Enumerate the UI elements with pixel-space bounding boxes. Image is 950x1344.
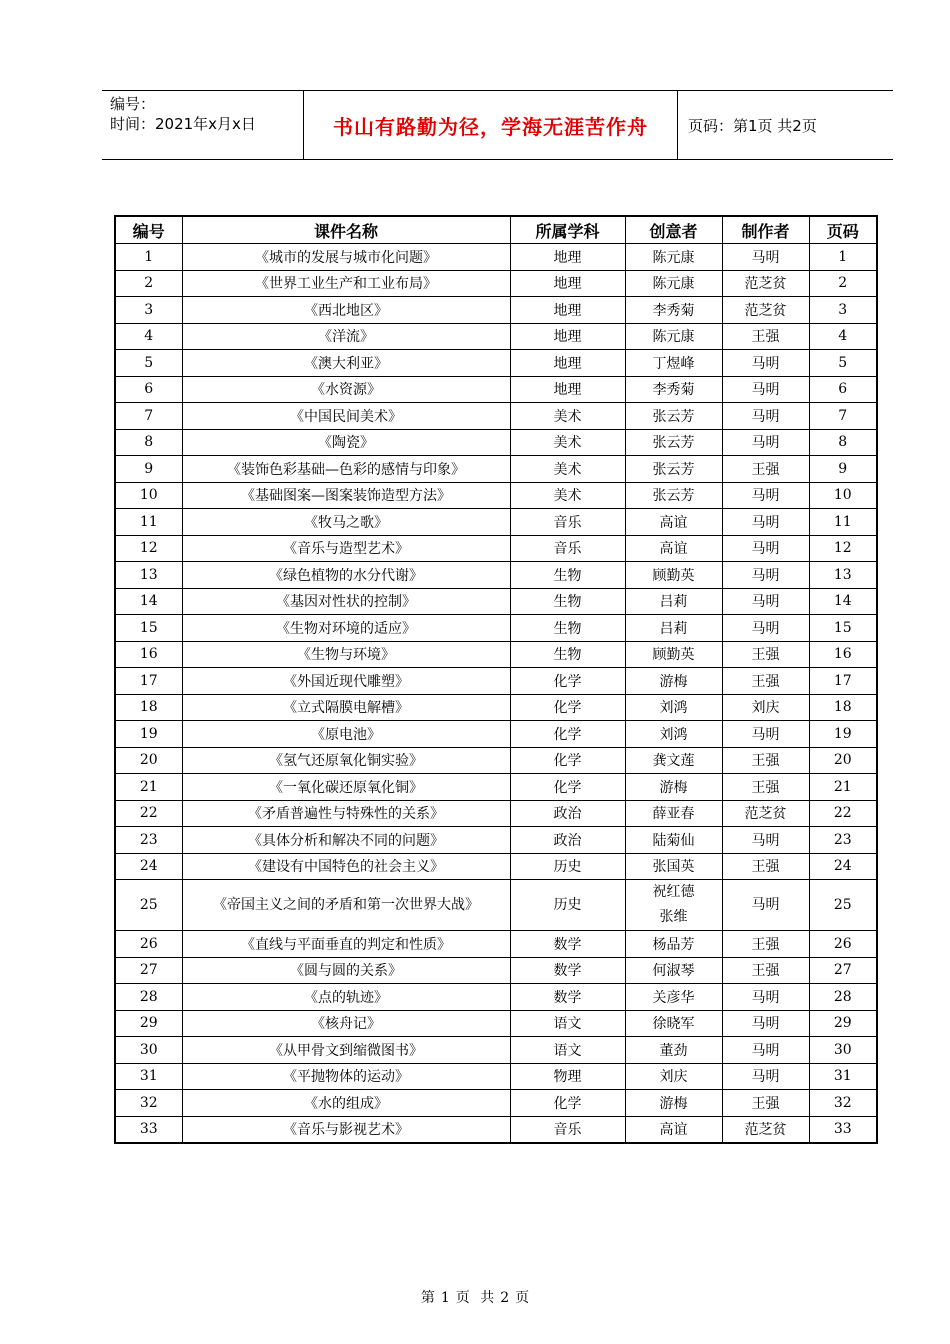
table-cell: 化学 [510,774,625,801]
table-cell: 化学 [510,747,625,774]
table-cell-line: 张维 [659,909,688,925]
table-cell: 王强 [722,668,809,695]
table-cell: 李秀菊 [625,376,722,403]
table-cell: 音乐 [510,1116,625,1143]
table-cell: 音乐 [510,535,625,562]
table-row [115,641,877,668]
footer-text: 2 [500,1290,510,1306]
table-cell-line: 祝红德 [652,884,695,900]
table-cell: 32 [809,1090,877,1117]
table-cell: 化学 [510,694,625,721]
table-cell: 《核舟记》 [182,1010,510,1037]
table-cell: 马明 [722,588,809,615]
table-cell: 14 [809,588,877,615]
table-cell: 22 [115,800,182,827]
table-cell: 27 [809,957,877,984]
table-row [115,403,877,430]
table-cell: 游梅 [625,774,722,801]
table-cell: 《西北地区》 [182,297,510,324]
column-header: 编号 [115,216,182,244]
table-cell: 30 [809,1037,877,1064]
table-row [115,694,877,721]
table-cell: 23 [809,827,877,854]
table-cell: 32 [115,1090,182,1117]
table-cell: 2 [115,270,182,297]
table-cell: 地理 [510,350,625,377]
table-cell: 26 [115,931,182,958]
table-cell: 薛亚春 [625,800,722,827]
table-cell: 马明 [722,562,809,589]
table-cell: 王强 [722,853,809,880]
table-cell: 《矛盾普遍性与特殊性的关系》 [182,800,510,827]
table-cell: 《帝国主义之间的矛盾和第一次世界大战》 [182,880,510,931]
table-cell: 《外国近现代雕塑》 [182,668,510,695]
table-cell: 徐晓军 [625,1010,722,1037]
table-cell: 化学 [510,721,625,748]
table-row [115,244,877,271]
table-cell: 8 [115,429,182,456]
column-header: 创意者 [625,216,722,244]
table-cell: 马明 [722,721,809,748]
table-cell: 4 [809,323,877,350]
table-cell: 《陶瓷》 [182,429,510,456]
table-cell: 高谊 [625,535,722,562]
table-row [115,721,877,748]
table-cell: 《生物与环境》 [182,641,510,668]
table-cell: 何淑琴 [625,957,722,984]
table-cell: 马明 [722,984,809,1011]
table-cell: 8 [809,429,877,456]
table-cell: 《洋流》 [182,323,510,350]
table-cell: 吕莉 [625,615,722,642]
table-cell: 《水的组成》 [182,1090,510,1117]
table-cell: 历史 [510,853,625,880]
table-cell: 刘庆 [625,1063,722,1090]
table-cell: 1 [115,244,182,271]
table-cell: 李秀菊 [625,297,722,324]
table-cell: 美术 [510,403,625,430]
motto-text: 书山有路勤为径，学海无涯苦作舟 [333,114,648,139]
table-cell: 12 [809,535,877,562]
table-row [115,1010,877,1037]
table-row [115,747,877,774]
table-cell: 《中国民间美术》 [182,403,510,430]
table-cell: 马明 [722,376,809,403]
table-row [115,668,877,695]
table-row [115,615,877,642]
table-cell: 地理 [510,323,625,350]
table-cell: 29 [809,1010,877,1037]
table-row [115,880,877,931]
table-row [115,1037,877,1064]
table-cell: 顾勤英 [625,562,722,589]
table-row [115,509,877,536]
table-cell: 14 [115,588,182,615]
header-motto-cell [304,91,678,159]
table-cell: 地理 [510,376,625,403]
table-cell: 范芝贫 [722,800,809,827]
table-cell: 马明 [722,535,809,562]
table-cell: 《生物对环境的适应》 [182,615,510,642]
table-cell: 《基因对性状的控制》 [182,588,510,615]
table-cell: 25 [115,880,182,931]
table-row [115,853,877,880]
table-cell: 范芝贫 [722,1116,809,1143]
table-cell: 22 [809,800,877,827]
table-row [115,562,877,589]
table-cell: 关彦华 [625,984,722,1011]
document-header [102,90,893,160]
table-cell: 19 [809,721,877,748]
table-cell: 高谊 [625,1116,722,1143]
table-cell: 数学 [510,984,625,1011]
table-cell: 11 [809,509,877,536]
table-cell: 化学 [510,668,625,695]
courseware-table [114,215,878,1144]
table-cell: 顾勤英 [625,641,722,668]
table-cell: 《基础图案—图案装饰造型方法》 [182,482,510,509]
table-cell: 《牧马之歌》 [182,509,510,536]
footer-text: 页 [455,1290,470,1306]
table-cell: 刘庆 [722,694,809,721]
column-header: 所属学科 [510,216,625,244]
table-cell: 《世界工业生产和工业布局》 [182,270,510,297]
table-cell: 陈元康 [625,270,722,297]
table-cell: 13 [115,562,182,589]
table-cell: 美术 [510,456,625,483]
table-cell: 3 [115,297,182,324]
time-label: 时间：2021年x月x日 [110,115,256,133]
header-page-cell [678,91,893,159]
table-cell: 马明 [722,827,809,854]
table-row [115,456,877,483]
table-row [115,1063,877,1090]
table-cell: 王强 [722,456,809,483]
table-cell: 王强 [722,1090,809,1117]
table-cell: 1 [809,244,877,271]
footer-text: 页 [515,1290,530,1306]
table-cell: 26 [809,931,877,958]
table-cell: 30 [115,1037,182,1064]
table-cell: 马明 [722,1037,809,1064]
table-cell: 美术 [510,482,625,509]
footer-text: 第 [420,1290,435,1306]
table-cell: 7 [809,403,877,430]
table-cell: 刘鸿 [625,694,722,721]
table-cell: 27 [115,957,182,984]
table-cell: 5 [115,350,182,377]
table-row [115,297,877,324]
table-row [115,774,877,801]
table-cell: 20 [115,747,182,774]
table-cell: 马明 [722,509,809,536]
table-cell: 31 [115,1063,182,1090]
table-cell: 高谊 [625,509,722,536]
table-cell: 音乐 [510,509,625,536]
table-cell: 31 [809,1063,877,1090]
table-cell: 《建设有中国特色的社会主义》 [182,853,510,880]
table-cell: 龚文莲 [625,747,722,774]
table-cell: 王强 [722,957,809,984]
table-cell: 《音乐与造型艺术》 [182,535,510,562]
table-cell: 29 [115,1010,182,1037]
table-cell: 33 [809,1116,877,1143]
table-cell: 《立式隔膜电解槽》 [182,694,510,721]
table-cell: 王强 [722,747,809,774]
table-cell: 历史 [510,880,625,931]
table-cell: 13 [809,562,877,589]
table-cell: 17 [115,668,182,695]
number-label: 编号： [110,95,156,113]
table-cell: 33 [115,1116,182,1143]
table-cell: 19 [115,721,182,748]
column-header: 制作者 [722,216,809,244]
table-row [115,323,877,350]
table-cell: 化学 [510,1090,625,1117]
table-cell: 王强 [722,774,809,801]
table-cell: 马明 [722,429,809,456]
table-cell: 数学 [510,931,625,958]
table-cell: 《城市的发展与城市化问题》 [182,244,510,271]
table-row [115,984,877,1011]
table-cell: 数学 [510,957,625,984]
table-cell: 23 [115,827,182,854]
table-cell: 政治 [510,827,625,854]
table-cell: 《直线与平面垂直的判定和性质》 [182,931,510,958]
page-footer [0,1287,950,1307]
footer-text: 共 [480,1290,495,1306]
table-cell: 张国英 [625,853,722,880]
table-cell: 28 [115,984,182,1011]
table-cell: 5 [809,350,877,377]
table-cell: 马明 [722,1063,809,1090]
column-header: 页码 [809,216,877,244]
table-row [115,957,877,984]
table-row [115,827,877,854]
table-cell: 美术 [510,429,625,456]
table-row [115,931,877,958]
table-cell: 《原电池》 [182,721,510,748]
table-cell: 马明 [722,880,809,931]
table-cell: 范芝贫 [722,297,809,324]
table-cell [625,880,722,931]
table-cell: 游梅 [625,668,722,695]
table-cell: 张云芳 [625,482,722,509]
table-cell: 17 [809,668,877,695]
table-cell: 陈元康 [625,244,722,271]
table-cell: 杨品芳 [625,931,722,958]
table-body [115,244,877,1144]
table-cell: 15 [809,615,877,642]
table-cell: 物理 [510,1063,625,1090]
table-cell: 王强 [722,641,809,668]
table-cell: 16 [809,641,877,668]
table-cell: 4 [115,323,182,350]
table-cell: 24 [809,853,877,880]
table-cell: 游梅 [625,1090,722,1117]
table-cell: 丁煜峰 [625,350,722,377]
table-cell: 20 [809,747,877,774]
table-cell: 9 [809,456,877,483]
table-cell: 6 [809,376,877,403]
table-cell: 张云芳 [625,429,722,456]
table-cell: 马明 [722,482,809,509]
table-cell: 马明 [722,350,809,377]
table-cell: 21 [115,774,182,801]
table-cell: 3 [809,297,877,324]
table-cell: 25 [809,880,877,931]
table-cell: 马明 [722,244,809,271]
footer-text: 1 [440,1290,450,1306]
table-cell: 马明 [722,1010,809,1037]
table-row [115,270,877,297]
table-cell: 《氢气还原氧化铜实验》 [182,747,510,774]
table-cell: 2 [809,270,877,297]
table-cell: 生物 [510,615,625,642]
table-cell: 陈元康 [625,323,722,350]
table-cell: 《澳大利亚》 [182,350,510,377]
table-row [115,535,877,562]
table-cell: 《音乐与影视艺术》 [182,1116,510,1143]
table-row [115,1116,877,1143]
table-row [115,482,877,509]
table-cell: 15 [115,615,182,642]
table-row [115,800,877,827]
table-cell: 王强 [722,323,809,350]
table-cell: 10 [809,482,877,509]
table-cell: 《一氧化碳还原氧化铜》 [182,774,510,801]
table-cell: 生物 [510,588,625,615]
header-meta-cell [102,91,304,159]
table-cell: 王强 [722,931,809,958]
table-cell: 《平抛物体的运动》 [182,1063,510,1090]
table-cell: 28 [809,984,877,1011]
table-cell: 马明 [722,615,809,642]
table-row [115,588,877,615]
table-cell: 12 [115,535,182,562]
table-cell: 《绿色植物的水分代谢》 [182,562,510,589]
table-cell: 董劲 [625,1037,722,1064]
column-header: 课件名称 [182,216,510,244]
table-cell: 《点的轨迹》 [182,984,510,1011]
page-code: 页码：第1页 共2页 [688,116,817,135]
table-cell: 18 [809,694,877,721]
table-cell: 《水资源》 [182,376,510,403]
table-cell: 张云芳 [625,456,722,483]
table-cell: 6 [115,376,182,403]
table-cell: 生物 [510,562,625,589]
table-cell: 陆菊仙 [625,827,722,854]
table-cell: 《具体分析和解决不同的问题》 [182,827,510,854]
table-cell: 16 [115,641,182,668]
table-cell: 11 [115,509,182,536]
table-cell: 21 [809,774,877,801]
table-cell: 刘鸿 [625,721,722,748]
table-header-row [115,216,877,244]
table-cell: 语文 [510,1010,625,1037]
table-row [115,376,877,403]
table-cell: 生物 [510,641,625,668]
table-cell: 7 [115,403,182,430]
table-cell: 18 [115,694,182,721]
table-row [115,429,877,456]
table-cell: 吕莉 [625,588,722,615]
table-cell: 地理 [510,244,625,271]
table-row [115,1090,877,1117]
table-row [115,350,877,377]
table-cell: 24 [115,853,182,880]
table-cell: 地理 [510,270,625,297]
table-cell: 语文 [510,1037,625,1064]
table-cell: 《装饰色彩基础—色彩的感情与印象》 [182,456,510,483]
table-cell: 《从甲骨文到缩微图书》 [182,1037,510,1064]
table-cell: 10 [115,482,182,509]
table-cell: 张云芳 [625,403,722,430]
table-cell: 政治 [510,800,625,827]
table-cell: 马明 [722,403,809,430]
table-cell: 范芝贫 [722,270,809,297]
table-cell: 9 [115,456,182,483]
table-cell: 《圆与圆的关系》 [182,957,510,984]
table-cell: 地理 [510,297,625,324]
